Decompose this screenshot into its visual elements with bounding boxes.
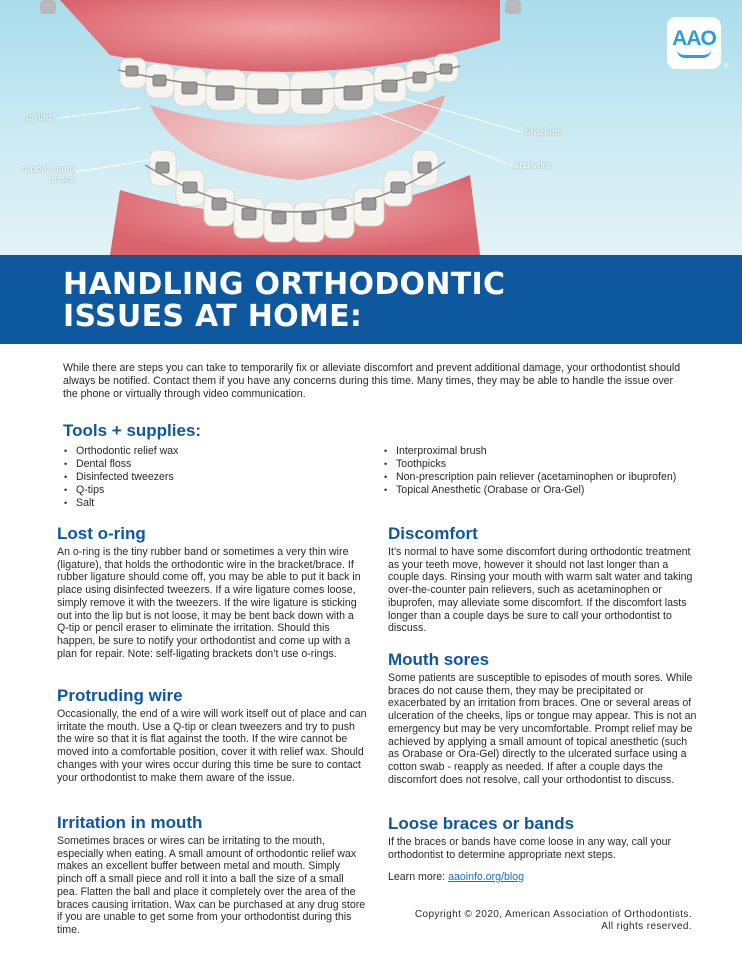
registered-mark: ®	[724, 64, 729, 70]
callout-rubber-band-line-2: hooks	[48, 174, 75, 185]
callout-rubber-band-hooks	[13, 165, 75, 185]
hero-image	[0, 0, 742, 255]
section-body: If the braces or bands have come loose in any way, call your orthodontist to determine appropriate next steps.	[388, 836, 672, 861]
dental-model-illustration	[0, 0, 742, 255]
list-item: • Q-tips	[63, 484, 178, 497]
section-heading: Mouth sores	[388, 650, 490, 669]
page-title-line-1: HANDLING ORTHODONTIC	[63, 267, 506, 302]
section-mouth-sores	[388, 650, 698, 786]
smile-arc-icon	[677, 50, 711, 58]
list-item: • Salt	[63, 497, 178, 510]
learn-more-link[interactable]: aaoinfo.org/blog	[448, 871, 525, 883]
tools-list-right	[383, 445, 676, 497]
section-heading: Protruding wire	[57, 686, 183, 705]
callout-rubber-band-line-1: rubber band	[21, 164, 75, 175]
section-heading: Loose braces or bands	[388, 814, 575, 833]
list-item: • Topical Anesthetic (Orabase or Ora-Gel)	[383, 484, 676, 497]
section-heading: Discomfort	[388, 524, 478, 543]
callout-o-ring: o-ring	[26, 112, 52, 123]
list-item: • Dental floss	[63, 458, 178, 471]
section-body: Sometimes braces or wires can be irritating to the mouth, especially when eating. A small amount of orthodontic relief wax makes an excellent buffer between metal and mouth. Simply pinch off a small piece and roll it into a ball the size of a small pea. Flatten the ball and place it completely over the area of the braces causing irritation. Wax can be purchased at any drug store if you are unable to get some from your orthodontist during this time.	[57, 835, 366, 936]
section-body: An o-ring is the tiny rubber band or sometimes a very thin wire (ligature), that holds the orthodontic wire in the bracket/brace. If rubber ligature should come off, you may be able to put it back in place using disinfected tweezers. If a wire ligature comes loose, simply remove it with the tweezers. If the wire ligature is sticking out into the lip but is not loose, it may be bent back down with a Q-tip or pencil eraser to eliminate the irritation. Should this happen, be sure to notify your orthodontist and come up with a plan for repair. Note: self-ligating brackets don’t use o-rings.	[57, 546, 361, 660]
learn-more	[388, 871, 524, 883]
list-item: • Interproximal brush	[383, 445, 676, 458]
section-discomfort	[388, 524, 698, 635]
callout-archwire: archwire	[514, 160, 552, 171]
list-item: • Non-prescription pain reliever (acetaminophen or ibuprofen)	[383, 471, 676, 484]
section-irritation-in-mouth	[57, 813, 367, 937]
page-title	[63, 269, 505, 333]
list-item: • Orthodontic relief wax	[63, 445, 178, 458]
copyright-notice	[390, 909, 692, 932]
intro-paragraph: While there are steps you can take to temporarily fix or alleviate discomfort and prevent additional damage, your orthodontist should always be notified. Contact them if you have any concerns during this time. Many times, they may be able to handle the issue over the phone or virtually through video communication.	[63, 362, 681, 400]
section-body: Some patients are susceptible to episodes of mouth sores. While braces do not cause them, they may be precipitated or exacerbated by an irritation from braces. One or several areas of ulceration of the cheeks, lips or tongue may appear. This is not an emergency but may be very uncomfortable. Prompt relief may be achieved by applying a small amount of topical anesthetic (such as Orabase or Ora-Gel) directly to the ulcerated surface using a cotton swab - reapply as needed. If after a couple days the discomfort does not resolve, call your orthodontist to discuss.	[388, 672, 697, 786]
section-heading: Irritation in mouth	[57, 813, 203, 832]
callout-brackets: brackets	[525, 127, 563, 138]
list-item: • Toothpicks	[383, 458, 676, 471]
title-banner	[0, 255, 742, 344]
section-body: Occasionally, the end of a wire will work itself out of place and can irritate the mouth. Use a Q-tip or clean tweezers and try to push the wire so that it is flat against the tooth. If the wire cannot be moved into a comfortable position, cover it with relief wax. Should changes with your wires occur during this time be sure to contact your orthodontist to make them aware of the issue.	[57, 708, 367, 784]
aao-logo-text: AAO	[672, 26, 716, 50]
learn-more-label: Learn more:	[388, 871, 449, 883]
section-loose-braces	[388, 814, 698, 861]
section-protruding-wire	[57, 686, 367, 784]
section-heading: Lost o-ring	[57, 524, 146, 543]
section-lost-o-ring	[57, 524, 367, 660]
section-body: It’s normal to have some discomfort during orthodontic treatment as your teeth move, however it should not last longer than a couple days. Rinsing your mouth with warm salt water and taking over-the-counter pain relievers, such as acetaminophen or ibuprofen, may alleviate some discomfort. If the discomfort lasts longer than a couple days be sure to call your orthodontist to discuss.	[388, 546, 693, 635]
list-item: • Disinfected tweezers	[63, 471, 178, 484]
tools-heading: Tools + supplies:	[63, 421, 202, 440]
aao-logo	[667, 17, 721, 69]
copyright-line-2: All rights reserved.	[601, 920, 692, 932]
page-title-line-2: ISSUES AT HOME:	[63, 299, 363, 334]
copyright-line-1: Copyright © 2020, American Association of Orthodontists.	[414, 909, 692, 920]
tools-list-left	[63, 445, 178, 510]
